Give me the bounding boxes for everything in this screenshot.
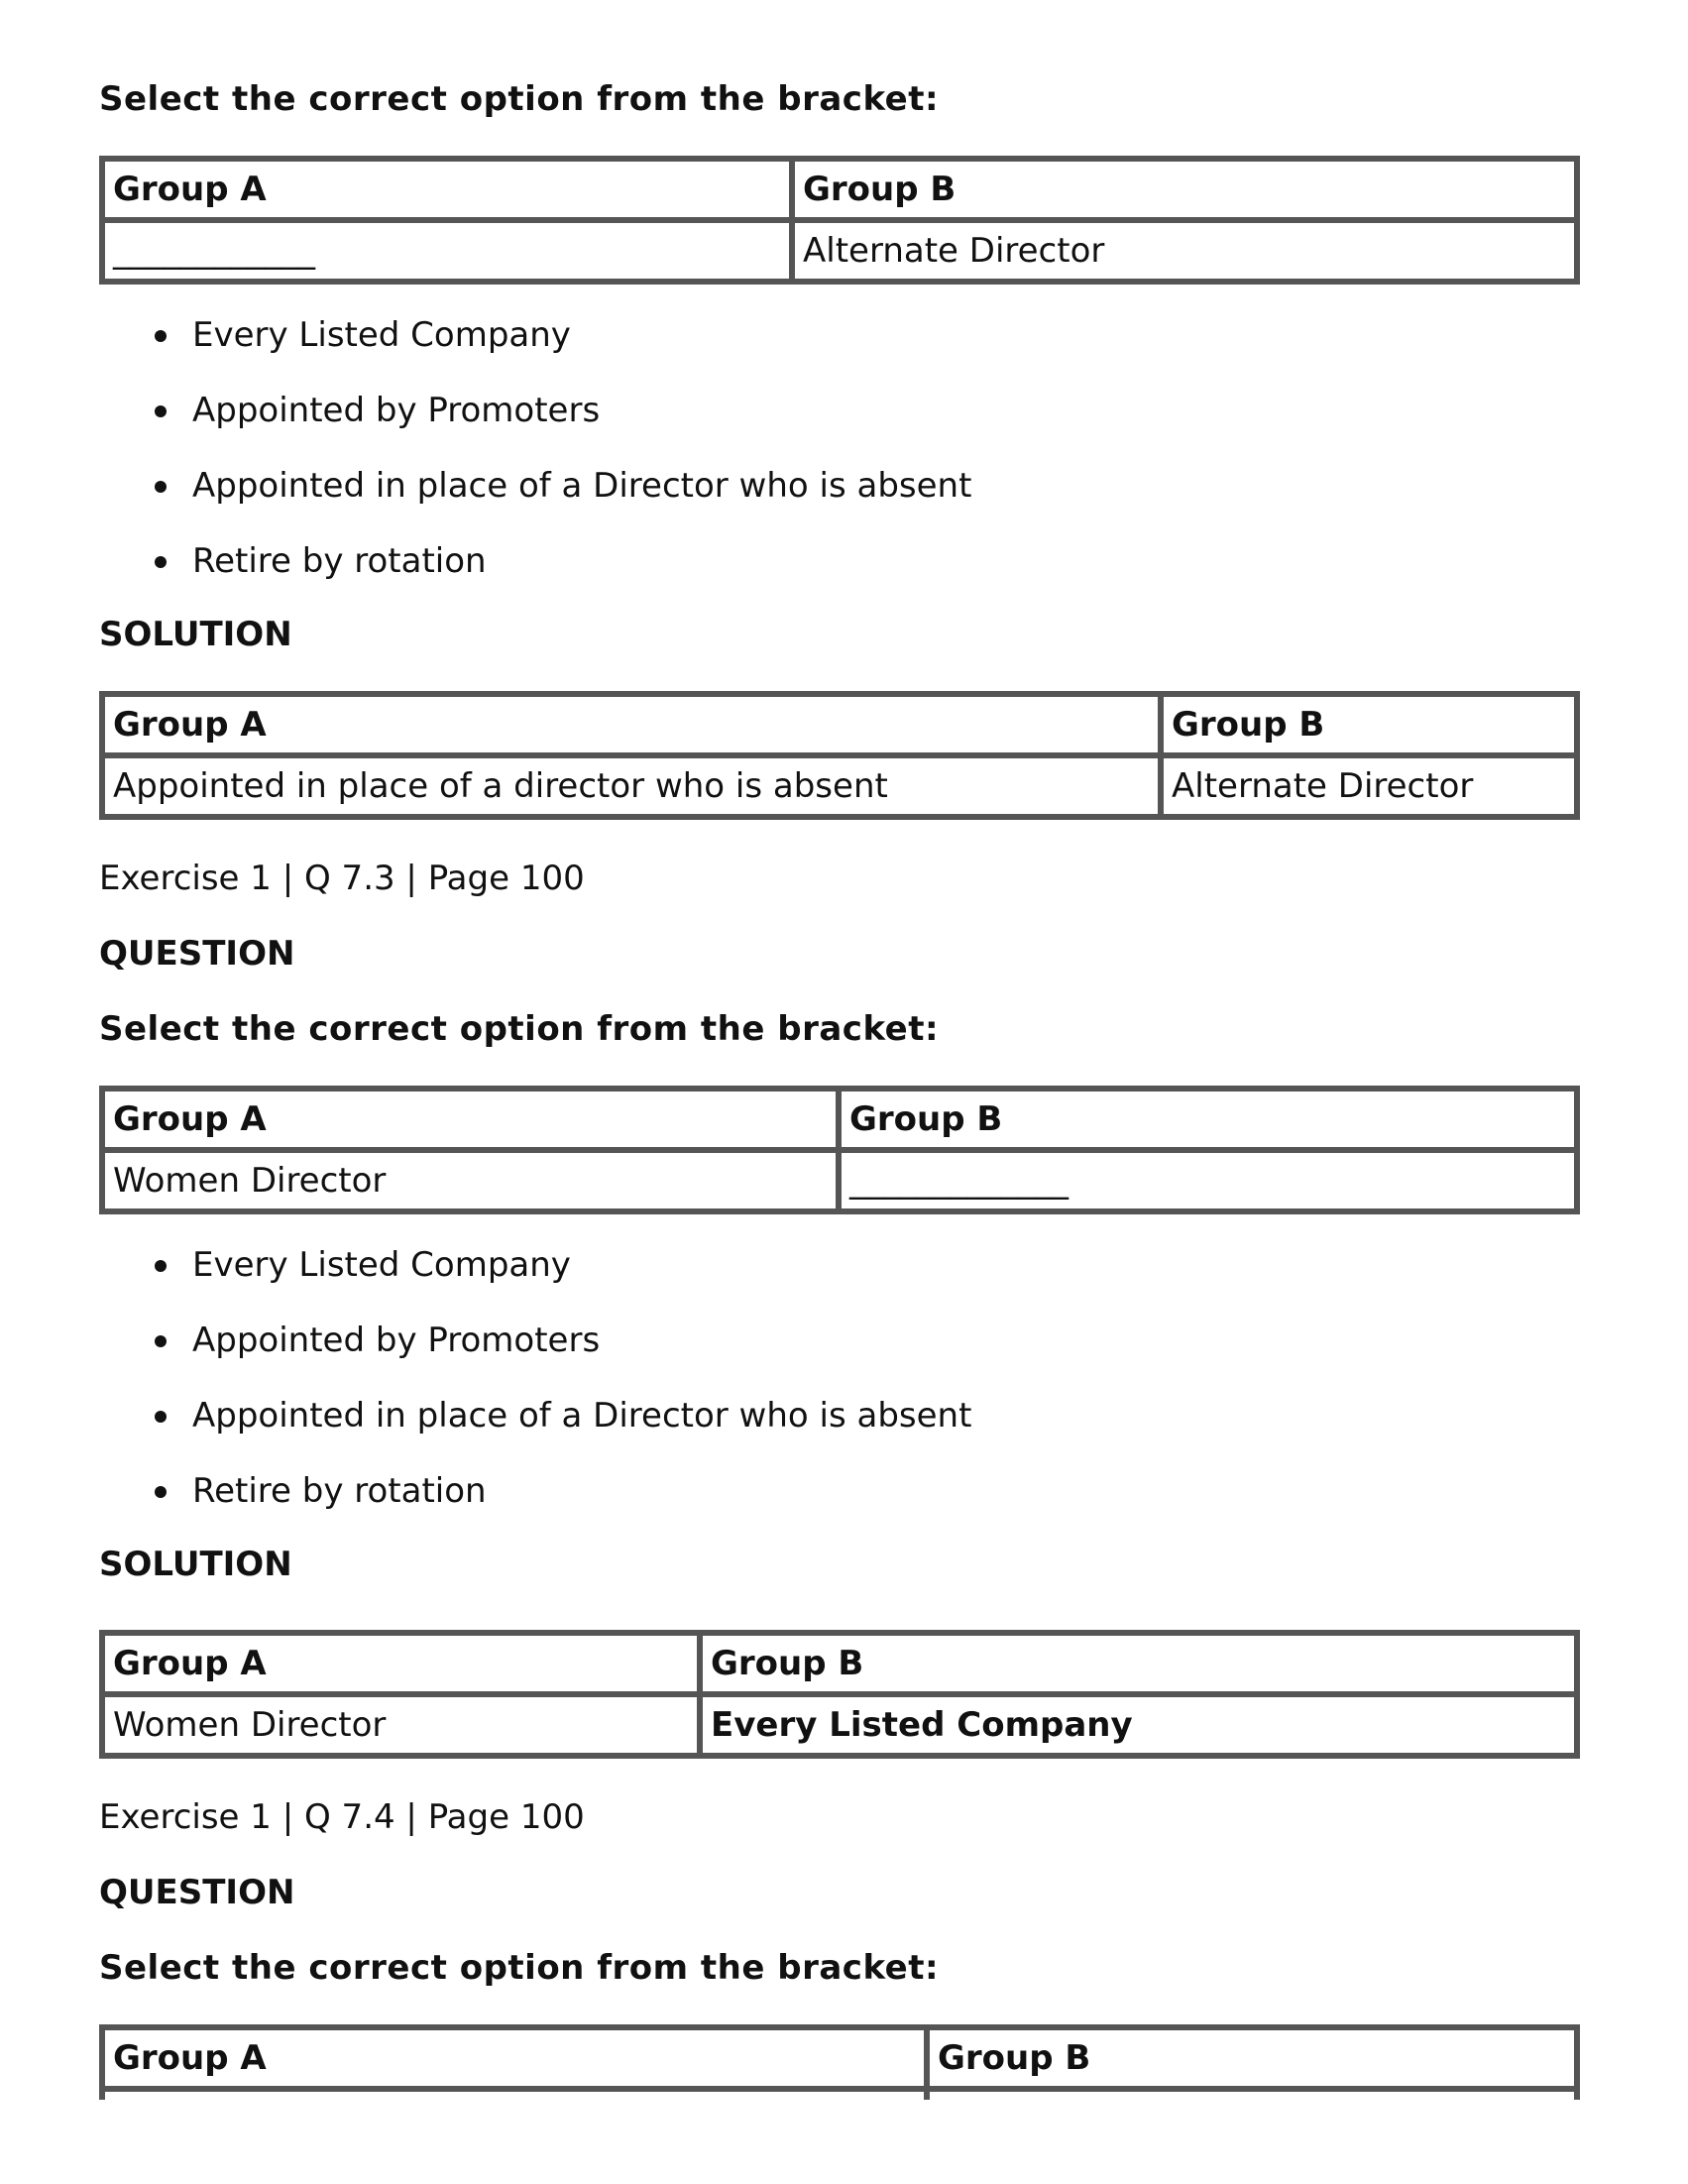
table-cell-group-b: [927, 2089, 1577, 2100]
table-header-row: [102, 2027, 1577, 2089]
option-item: Every Listed Company: [99, 1227, 971, 1303]
table-cell-group-a: ____________: [102, 220, 792, 282]
solution-heading: SOLUTION: [99, 1545, 292, 1584]
table-header-row: [102, 694, 1577, 755]
table-header-group-b: Group B: [700, 1633, 1577, 1694]
table-header-group-a: Group A: [102, 159, 792, 220]
table-header-group-a: Group A: [102, 1633, 700, 1694]
options-list: [99, 1227, 971, 1529]
option-item: Appointed by Promoters: [99, 373, 971, 448]
instruction-heading: Select the correct option from the bracket:: [99, 79, 940, 119]
table-row: [102, 1150, 1577, 1211]
question-heading: QUESTION: [99, 934, 295, 974]
table-header-group-b: Group B: [792, 159, 1577, 220]
instruction-heading: Select the correct option from the bracket:: [99, 1009, 940, 1049]
table-row: [102, 1694, 1577, 1756]
table-row: [102, 220, 1577, 282]
table-cell-group-a: Women Director: [102, 1150, 839, 1211]
option-item: Appointed by Promoters: [99, 1303, 971, 1378]
option-item: Retire by rotation: [99, 1453, 971, 1529]
question-table: [99, 2024, 1580, 2100]
table-cell-group-a: [102, 2089, 927, 2100]
table-cell-group-b: _____________: [839, 1150, 1577, 1211]
table-header-group-b: Group B: [1161, 694, 1577, 755]
table-cell-group-b: Alternate Director: [1161, 755, 1577, 817]
exercise-reference: Exercise 1 | Q 7.3 | Page 100: [99, 859, 585, 898]
table-header-group-a: Group A: [102, 2027, 927, 2089]
option-item: Appointed in place of a Director who is absent: [99, 448, 971, 523]
table-header-group-b: Group B: [927, 2027, 1577, 2089]
solution-heading: SOLUTION: [99, 615, 292, 654]
table-header-group-a: Group A: [102, 1089, 839, 1150]
table-header-row: [102, 1633, 1577, 1694]
question-heading: QUESTION: [99, 1873, 295, 1912]
option-item: Appointed in place of a Director who is absent: [99, 1378, 971, 1453]
table-row: [102, 755, 1577, 817]
table-cell-group-a: Appointed in place of a director who is absent: [102, 755, 1161, 817]
option-item: Retire by rotation: [99, 523, 971, 599]
table-cell-group-a: Women Director: [102, 1694, 700, 1756]
table-cell-group-b: Every Listed Company: [700, 1694, 1577, 1756]
table-header-row: [102, 159, 1577, 220]
exercise-reference: Exercise 1 | Q 7.4 | Page 100: [99, 1797, 585, 1837]
table-header-group-b: Group B: [839, 1089, 1577, 1150]
table-cell-group-b: Alternate Director: [792, 220, 1577, 282]
question-table: [99, 156, 1580, 285]
solution-table: [99, 691, 1580, 820]
table-header-group-a: Group A: [102, 694, 1161, 755]
options-list: [99, 297, 971, 599]
instruction-heading: Select the correct option from the bracket:: [99, 1948, 940, 1988]
question-table: [99, 1086, 1580, 1214]
table-row: [102, 2089, 1577, 2100]
table-header-row: [102, 1089, 1577, 1150]
solution-table: [99, 1630, 1580, 1759]
option-item: Every Listed Company: [99, 297, 971, 373]
